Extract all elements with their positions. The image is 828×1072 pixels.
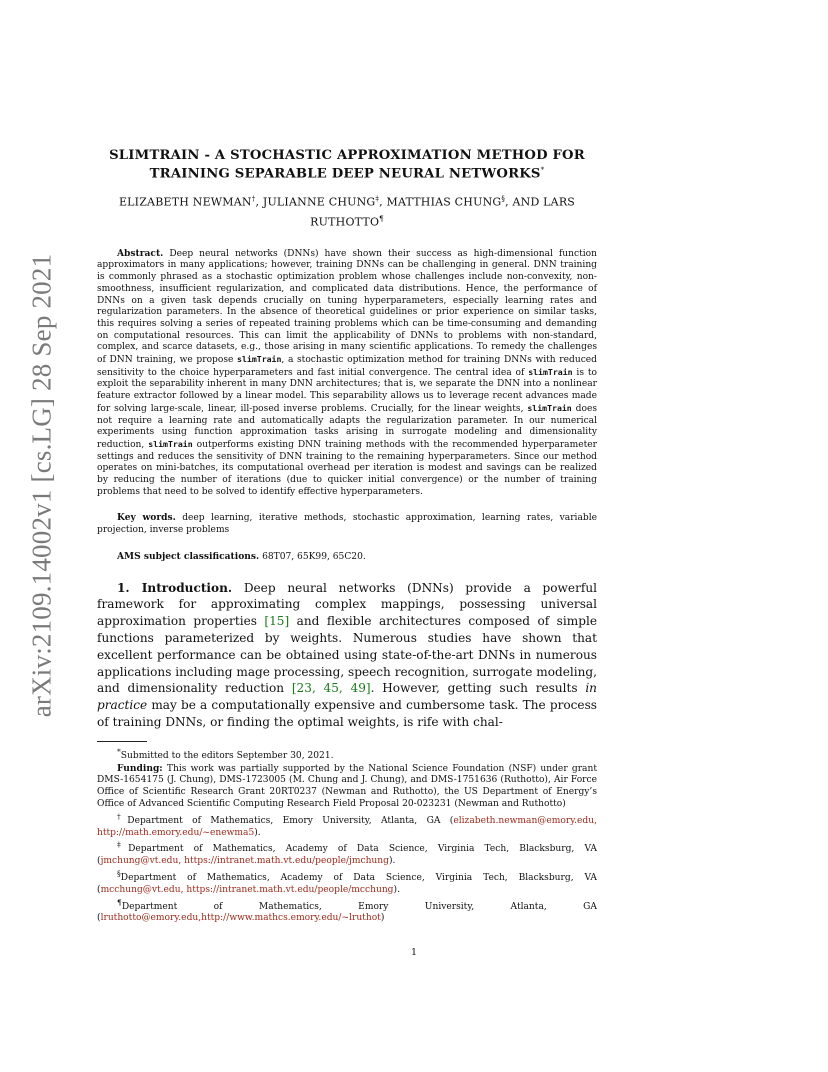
arxiv-identifier <box>22 253 62 717</box>
abstract: Abstract. Deep neural networks (DNNs) have shown their success as high-dimensional function approximators in many applications; however, training DNNs can be challenging in general. DNN training is commonly phrased as a stochastic optimization problem whose challenges include non-convexity, non-smoothness, insufficient regularization, and complicated data distributions. Hence, the performance of DNNs on a given task depends crucially on tuning hyperparameters, especially learning rates and regularization parameters. In the absence of theoretical guidelines or prior experience on similar tasks, this requires solving a series of repeated training problems which can be time-consuming and demanding on computational resources. This can limit the applicability of DNNs to problems with non-standard, complex, and scarce datasets, e.g., those arising in many scientific applications. To remedy the challenges of DNN training, we propose slimTrain, a stochastic optimization method for training DNNs with reduced sensitivity to the choice hyperparameters and fast initial convergence. The central idea of slimTrain is to exploit the separability inherent in many DNN architectures; that is, we separate the DNN into a nonlinear feature extractor followed by a linear model. This separability allows us to leverage recent advances made for solving large-scale, linear, ill-posed inverse problems. Crucially, for the linear weights, slimTrain does not require a learning rate and automatically adapts the regularization parameter. In our numerical experiments using function approximation tasks arising in surrogate modeling and dimensionality reduction, slimTrain outperforms existing DNN training methods with the recommended hyperparameter settings and reduces the sensitivity of DNN training to the remaining hyperparameters. Since our method operates on mini-batches, its computational overhead per iteration is modest and savings can be realized by reducing the number of iterations (due to quicker initial convergence) or the number of training problems that need to be solved to identify effective hyperparameters. <box>97 247 597 497</box>
affiliation-link[interactable]: lruthotto@emory.edu,http://www.mathcs.emory.edu/~lruthot <box>100 913 381 924</box>
introduction-section: 1. Introduction. Deep neural networks (DNNs) provide a powerful framework for approximating complex mappings, possessing universal approximation properties [15] and flexible architectures composed of simple functions parameterized by weights. Numerous studies have shown that excellent performance can be obtained using state-of-the-art DNNs in numerous applications including mage processing, speech recognition, surrogate modeling, and dimensionality reduction [23, 45, 49]. However, getting such results in practice may be a computationally expensive and cumbersome task. The process of training DNNs, or finding the optimal weights, is rife with chal- <box>97 580 597 729</box>
paper-page <box>97 148 597 925</box>
affiliation-link[interactable]: mcchung@vt.edu, https://intranet.math.vt.edu/people/mcchung <box>100 884 394 895</box>
keywords: Key words. deep learning, iterative methods, stochastic approximation, learning rates, variable projection, inverse problems <box>97 512 597 536</box>
footnote-affiliation: ‡Department of Mathematics, Academy of Data Science, Virginia Tech, Blacksburg, VA (jmchung@vt.edu, https://intranet.math.vt.edu/people/jmchung). <box>97 840 597 867</box>
title-line-2: TRAINING SEPARABLE DEEP NEURAL NETWORKS* <box>149 166 545 182</box>
author-list <box>97 191 597 230</box>
footnote-affiliation: §Department of Mathematics, Academy of Data Science, Virginia Tech, Blacksburg, VA (mcchung@vt.edu, https://intranet.math.vt.edu/people/mcchung). <box>97 869 597 895</box>
section-heading: 1. Introduction. <box>117 580 233 595</box>
arxiv-identifier-text: arXiv:2109.14002v1 [cs.LG] 28 Sep 2021 <box>26 253 57 717</box>
ams-classifications: AMS subject classifications. 68T07, 65K99, 65C20. <box>117 550 366 562</box>
affiliation-link[interactable]: elizabeth.newman@emory.edu, http://math.emory.edu/~enewma5 <box>97 815 597 838</box>
paper-title <box>97 148 597 181</box>
author-line-1: ELIZABETH NEWMAN†, JULIANNE CHUNG‡, MATTHIAS CHUNG§, AND LARS <box>118 195 576 210</box>
footnote-affiliation: †Department of Mathematics, Emory University, Atlanta, GA (elizabeth.newman@emory.edu, http://math.emory.edu/~enewma5). <box>97 811 597 838</box>
ams-label: AMS subject classifications. <box>117 550 260 562</box>
citation-link[interactable]: [15] <box>264 614 290 629</box>
page-number: 1 <box>410 947 418 958</box>
footnotes <box>97 746 597 926</box>
title-line-1: SLIMTRAIN - A STOCHASTIC APPROXIMATION METHOD FOR <box>109 148 585 163</box>
author-line-2: RUTHOTTO¶ <box>310 215 384 229</box>
abstract-label: Abstract. <box>117 247 164 259</box>
footnote-affiliation: ¶Department of Mathematics, Emory University, Atlanta, GA (lruthotto@emory.edu,http://www.mathcs.emory.edu/~lruthot) <box>97 897 597 924</box>
footnote-submitted: *Submitted to the editors September 30, 2021. <box>117 746 334 761</box>
footnote-funding: Funding: This work was partially supported by the National Science Foundation (NSF) under grant DMS-1654175 (J. Chung), DMS-1723005 (M. Chung and J. Chung), and DMS-1751636 (Ruthotto), Air Force Office of Scientific Research Grant 20RT0237 (Newman and Ruthotto), the US Department of Energy’s Office of Advanced Scientific Computing Research Field Proposal 20-023231 (Newman and Ruthotto) <box>97 762 597 809</box>
citation-link[interactable]: [23, 45, 49] <box>291 681 371 696</box>
title-footnote-mark: * <box>540 166 545 174</box>
affiliation-link[interactable]: jmchung@vt.edu, https://intranet.math.vt.edu/people/jmchung <box>100 856 389 867</box>
keywords-label: Key words. <box>117 512 176 524</box>
footnote-rule <box>97 741 147 742</box>
